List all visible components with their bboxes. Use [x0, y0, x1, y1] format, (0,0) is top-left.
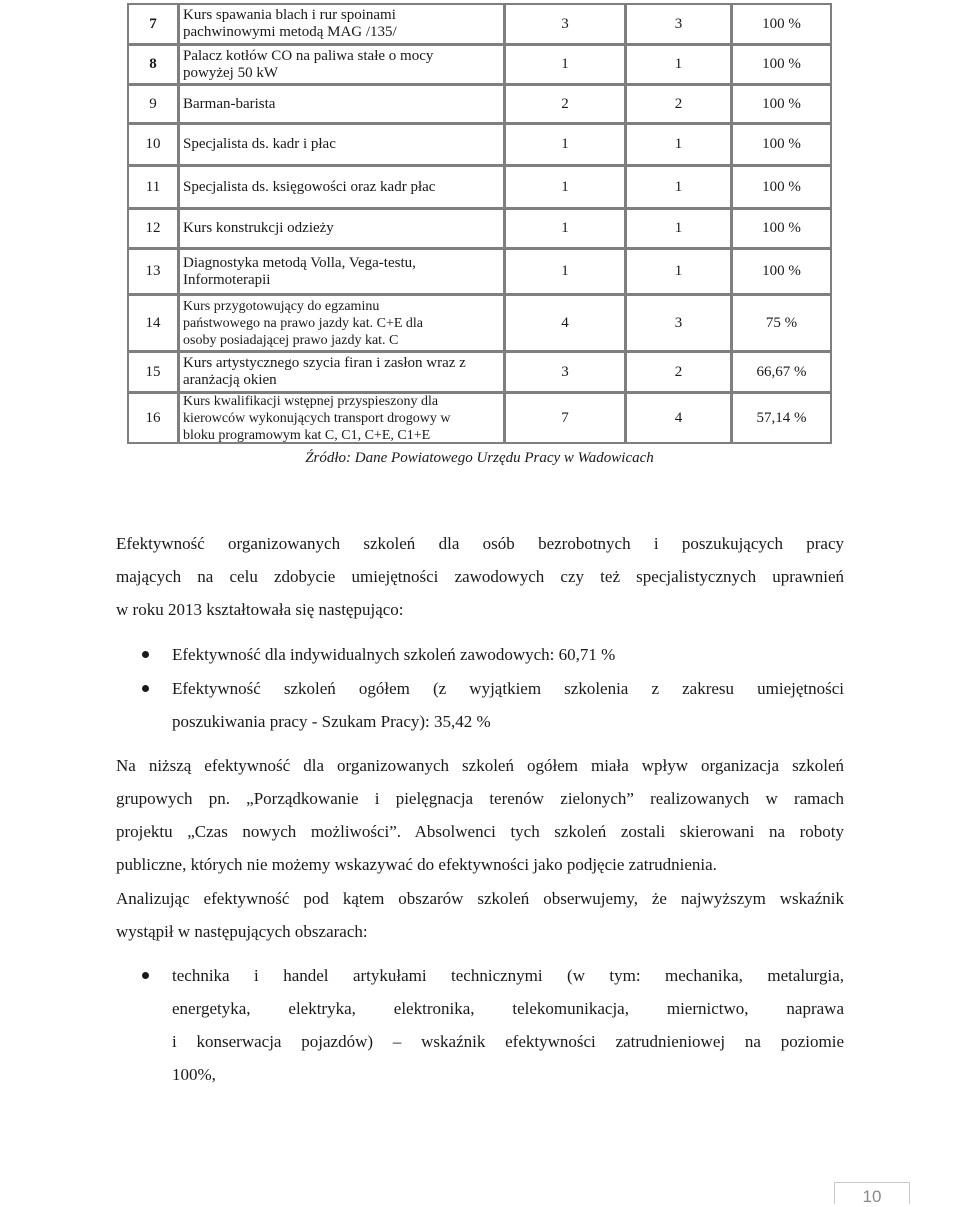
- efficiency-percent: 100 %: [733, 46, 830, 83]
- employed-count: 4: [627, 394, 730, 442]
- efficiency-percent: 57,14 %: [733, 394, 830, 442]
- course-name-line: Diagnostyka metodą Volla, Vega-testu,: [183, 254, 416, 271]
- text-line: w roku 2013 kształtowała się następująco:: [116, 600, 404, 619]
- row-number: 11: [129, 167, 177, 207]
- course-name-line: Specjalista ds. kadr i płac: [183, 136, 336, 152]
- course-name-line: bloku programowym kat C, C1, C+E, C1+E: [183, 427, 431, 443]
- participants-count: 3: [506, 353, 624, 391]
- row-number: 9: [129, 86, 177, 122]
- participants-count: 7: [506, 394, 624, 442]
- row-number: 14: [129, 296, 177, 350]
- courses-table: [127, 3, 832, 444]
- paragraph-efficiency-intro: [116, 527, 844, 626]
- course-name: [180, 394, 503, 442]
- efficiency-percent: 100 %: [733, 125, 830, 164]
- text-line: poszukiwania pracy - Szukam Pracy): 35,42 %: [172, 712, 491, 731]
- course-name-line: kierowców wykonujących transport drogowy w: [183, 410, 451, 426]
- course-name: [180, 46, 503, 83]
- course-name: [180, 353, 503, 391]
- row-number: 8: [129, 46, 177, 83]
- course-name-line: Barman-barista: [183, 95, 276, 112]
- text-line: Efektywność dla indywidualnych szkoleń zawodowych: 60,71 %: [172, 645, 616, 664]
- bullet-icon: [142, 685, 149, 692]
- text-line: wystąpił w następujących obszarach:: [116, 922, 368, 941]
- participants-count: 1: [506, 125, 624, 164]
- course-name: [180, 5, 503, 43]
- table-source: Źródło: Dane Powiatowego Urzędu Pracy w Wadowicach: [305, 450, 654, 466]
- course-name-line: aranżacją okien: [183, 372, 277, 388]
- text-line: Analizując efektywność pod kątem obszarów szkoleń obserwujemy, że najwyższym wskaźnik: [116, 889, 844, 908]
- course-name-line: Informoterapii: [183, 271, 271, 288]
- row-number: 7: [129, 5, 177, 43]
- participants-count: 2: [506, 86, 624, 122]
- course-name: [180, 296, 503, 350]
- course-name-line: Specjalista ds. księgowości oraz kadr płac: [183, 178, 436, 195]
- course-name: [180, 250, 503, 293]
- efficiency-percent: 66,67 %: [733, 353, 830, 391]
- text-line: grupowych pn. „Porządkowanie i pielęgnacja terenów zielonych” realizowanych w ramach: [116, 789, 844, 808]
- text-line: Efektywność organizowanych szkoleń dla osób bezrobotnych i poszukujących pracy: [116, 534, 844, 553]
- text-line: mających na celu zdobycie umiejętności zawodowych czy też specjalistycznych uprawnień: [116, 567, 844, 586]
- participants-count: 1: [506, 250, 624, 293]
- employed-count: 2: [627, 86, 730, 122]
- course-name-line: Kurs konstrukcji odzieży: [183, 220, 334, 236]
- course-name-line: Kurs kwalifikacji wstępnej przyspieszony dla: [183, 393, 439, 409]
- course-name: [180, 167, 503, 207]
- employed-count: 2: [627, 353, 730, 391]
- course-name-line: państwowego na prawo jazdy kat. C+E dla: [183, 315, 423, 331]
- course-name-line: Kurs przygotowujący do egzaminu: [183, 298, 380, 314]
- row-number: 12: [129, 210, 177, 247]
- efficiency-percent: 100 %: [733, 210, 830, 247]
- participants-count: 1: [506, 167, 624, 207]
- text-line: technika i handel artykułami technicznymi (w tym: mechanika, metalurgia,: [172, 966, 844, 985]
- employed-count: 3: [627, 296, 730, 350]
- text-line: Na niższą efektywność dla organizowanych szkoleń ogółem miała wpływ organizacja szkoleń: [116, 756, 844, 775]
- text-line: Efektywność szkoleń ogółem (z wyjątkiem szkolenia z zakresu umiejętności: [172, 679, 844, 698]
- course-name-line: osoby posiadającej prawo jazdy kat. C: [183, 332, 399, 348]
- efficiency-percent: 75 %: [733, 296, 830, 350]
- efficiency-percent: 100 %: [733, 5, 830, 43]
- employed-count: 1: [627, 167, 730, 207]
- course-name: [180, 86, 503, 122]
- row-number: 15: [129, 353, 177, 391]
- course-name-line: powyżej 50 kW: [183, 64, 278, 81]
- employed-count: 1: [627, 250, 730, 293]
- course-name-line: Palacz kotłów CO na paliwa stałe o mocy: [183, 47, 434, 64]
- bullet-icon: [142, 972, 149, 979]
- page-number-box: [834, 1182, 910, 1204]
- paragraph-areas: [116, 882, 844, 948]
- efficiency-percent: 100 %: [733, 86, 830, 122]
- row-number: 10: [129, 125, 177, 164]
- employed-count: 1: [627, 125, 730, 164]
- text-line: 100%,: [172, 1065, 216, 1084]
- paragraph-lower-efficiency: [116, 749, 844, 881]
- participants-count: 1: [506, 210, 624, 247]
- participants-count: 4: [506, 296, 624, 350]
- course-name: [180, 210, 503, 247]
- row-number: 13: [129, 250, 177, 293]
- course-name-line: Kurs artystycznego szycia firan i zasłon wraz z: [183, 355, 466, 371]
- text-line: publiczne, których nie możemy wskazywać do efektywności jako podjęcie zatrudnienia.: [116, 855, 717, 874]
- employed-count: 1: [627, 46, 730, 83]
- bullet-icon: [142, 651, 149, 658]
- row-number: 16: [129, 394, 177, 442]
- participants-count: 3: [506, 5, 624, 43]
- page-number: 10: [862, 1187, 882, 1206]
- text-line: i konserwacja pojazdów) – wskaźnik efektywności zatrudnieniowej na poziomie: [172, 1032, 844, 1051]
- text-line: projektu „Czas nowych możliwości”. Absolwenci tych szkoleń zostali skierowani na roboty: [116, 822, 844, 841]
- participants-count: 1: [506, 46, 624, 83]
- course-name: [180, 125, 503, 164]
- employed-count: 1: [627, 210, 730, 247]
- efficiency-percent: 100 %: [733, 167, 830, 207]
- efficiency-percent: 100 %: [733, 250, 830, 293]
- text-line: energetyka, elektryka, elektronika, telekomunikacja, miernictwo, naprawa: [172, 999, 844, 1018]
- course-name-line: pachwinowymi metodą MAG /135/: [183, 24, 397, 40]
- course-name-line: Kurs spawania blach i rur spoinami: [183, 7, 396, 23]
- employed-count: 3: [627, 5, 730, 43]
